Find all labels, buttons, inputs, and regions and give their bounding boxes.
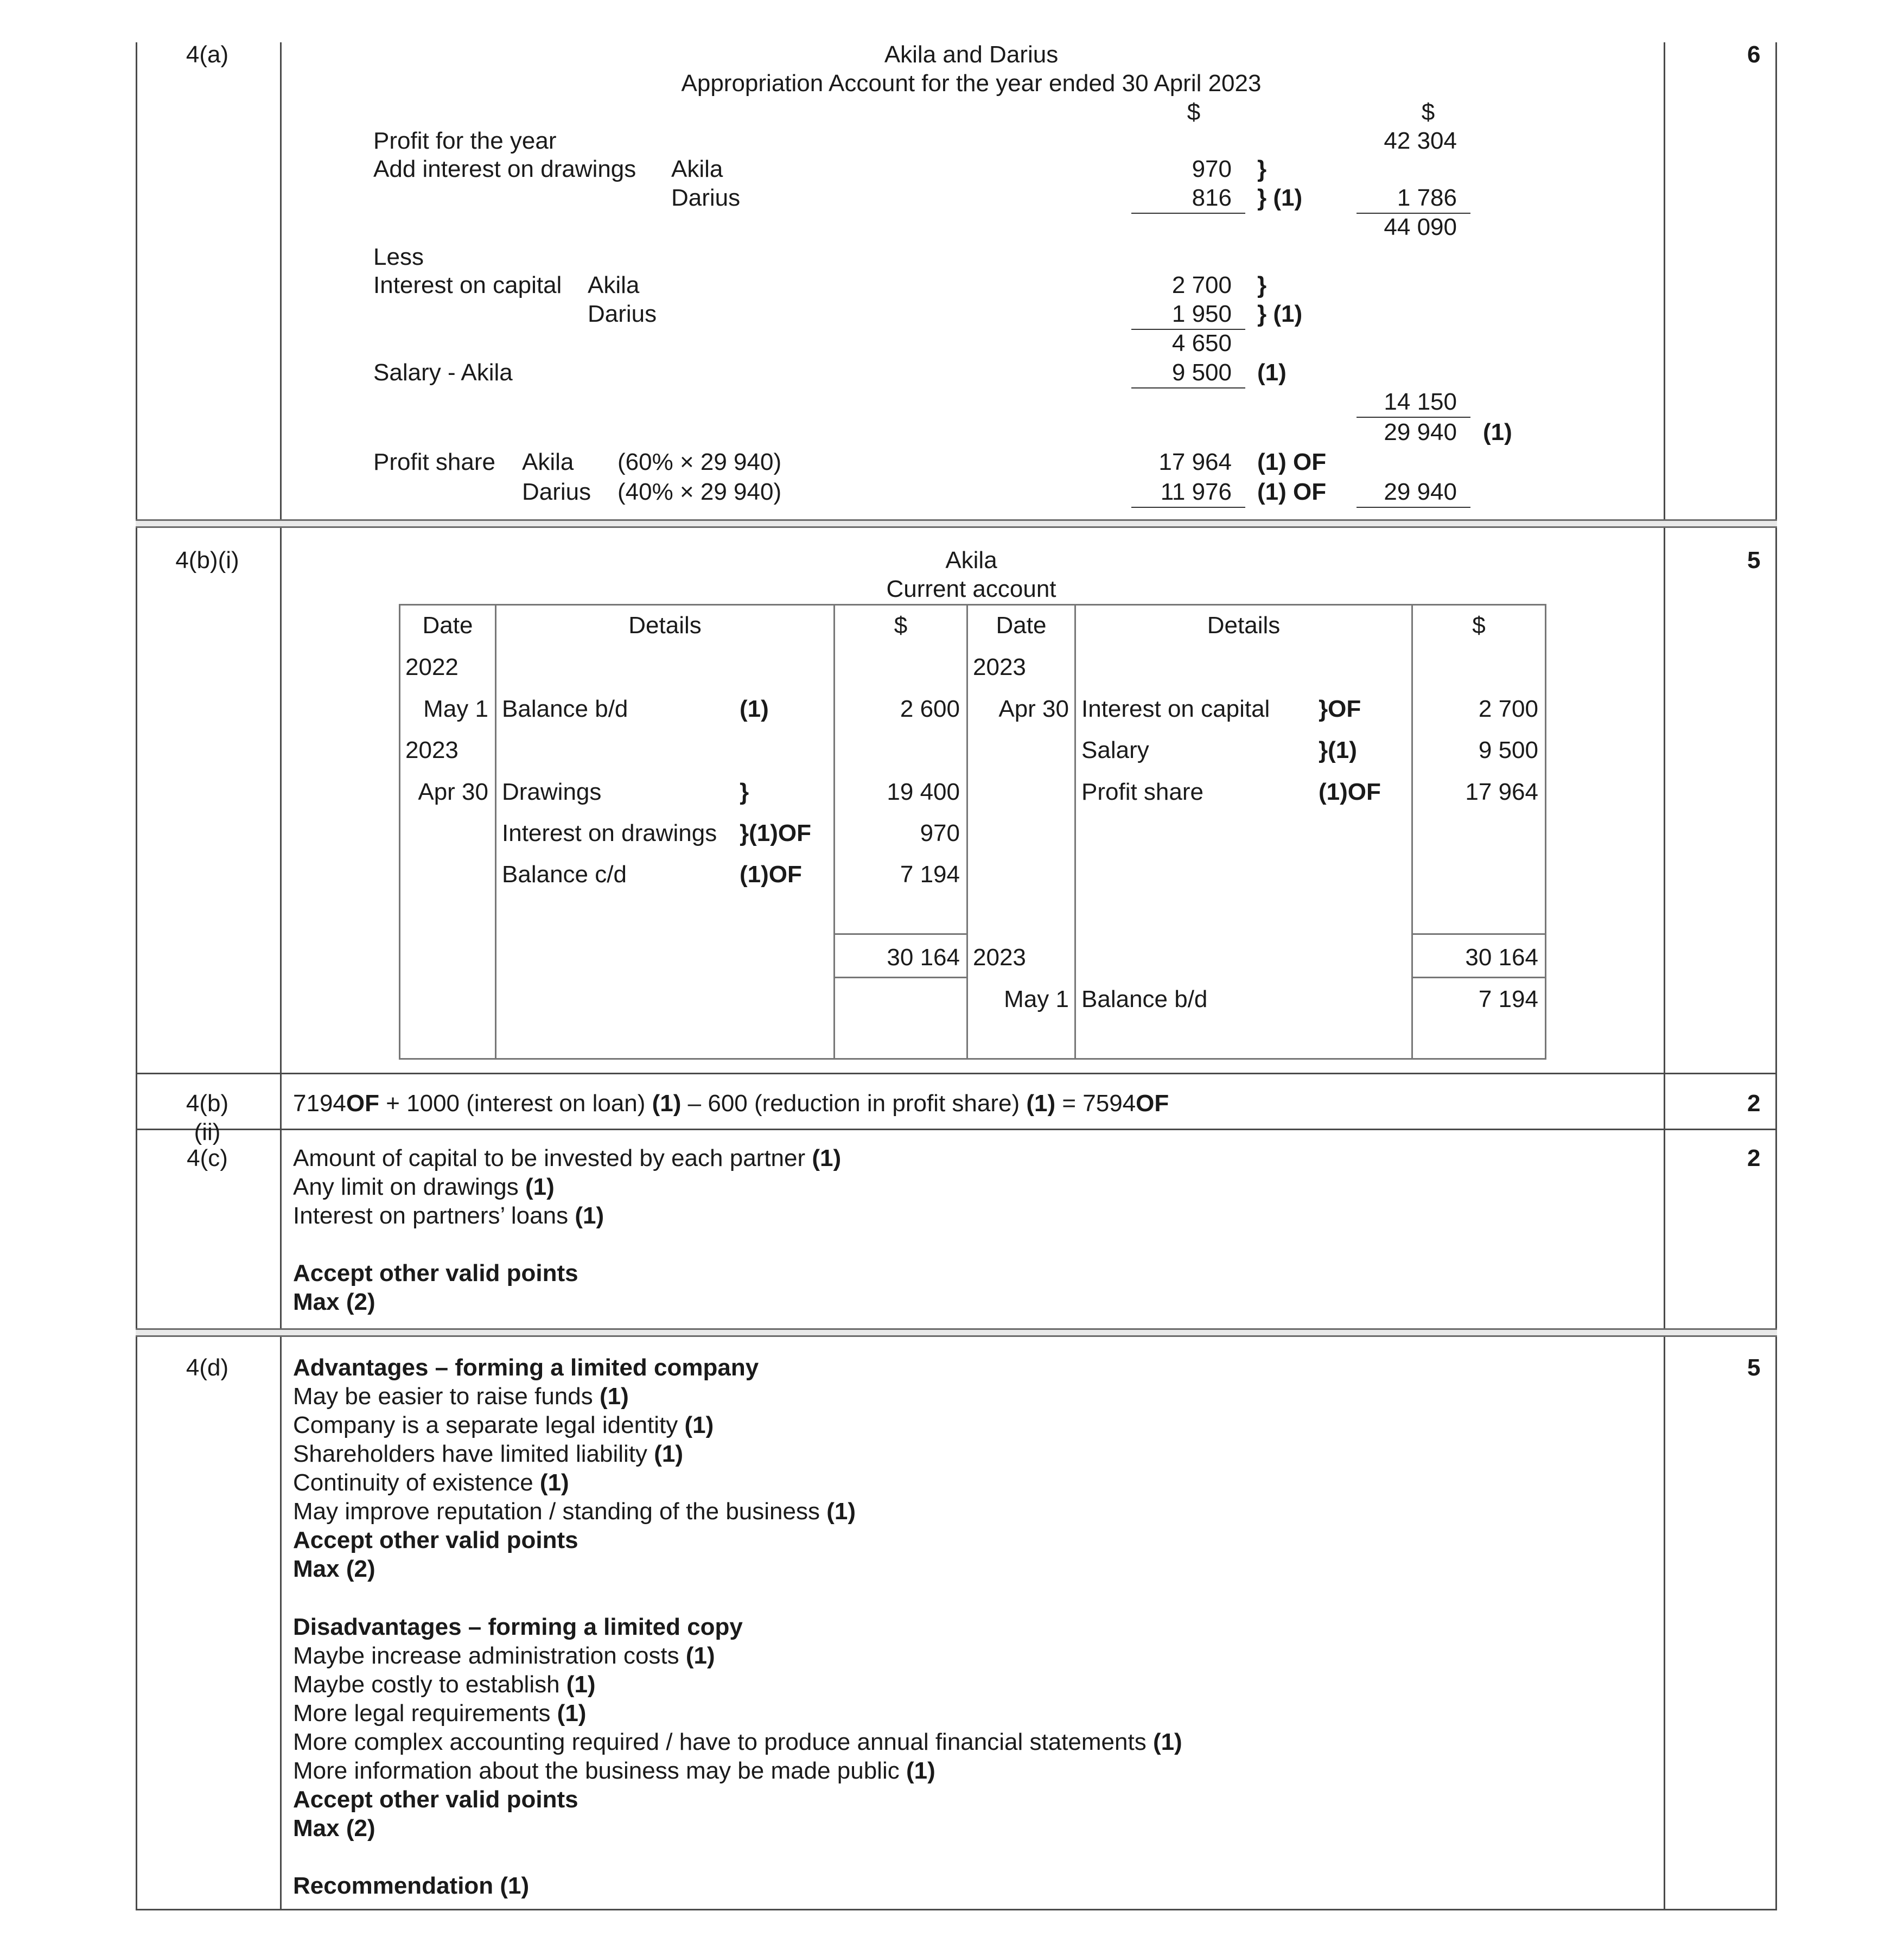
section-heading: Advantages – forming a limited company <box>293 1354 759 1381</box>
mark: } (1) <box>1257 184 1303 211</box>
answer-line <box>293 1497 856 1526</box>
ledger-detail: Balance c/d <box>502 861 627 888</box>
mark: }OF <box>1319 696 1361 722</box>
ledger-border <box>399 1058 1546 1060</box>
partner-name: Darius <box>588 301 657 327</box>
mark: (1) <box>525 1174 555 1200</box>
answer-line <box>293 1201 604 1230</box>
answer-text: More legal requirements <box>293 1700 557 1727</box>
answer-line <box>293 1728 1182 1756</box>
mark: (1) OF <box>1257 479 1327 505</box>
ledger-detail: Salary <box>1081 737 1149 763</box>
table-border-left <box>136 42 137 1910</box>
table-border-col2 <box>1664 42 1665 1910</box>
guidance-note: Max (2) <box>293 1815 375 1842</box>
mark: OF <box>346 1090 379 1117</box>
mark: (1)OF <box>740 861 802 888</box>
ledger-amount: 2 600 <box>900 696 960 722</box>
line-value: 1 786 <box>1397 184 1457 211</box>
partner-name: Akila <box>588 272 640 298</box>
answer-text: May be easier to raise funds <box>293 1383 600 1410</box>
mark: } <box>740 779 749 805</box>
answer-line <box>293 1699 586 1728</box>
ledger-border <box>1545 604 1546 1060</box>
ledger-border <box>1074 604 1076 1060</box>
question-label: 4(b)(i) <box>175 547 239 574</box>
ledger-date: 2023 <box>405 737 459 763</box>
underline <box>1357 507 1470 508</box>
line-value: 42 304 <box>1384 128 1457 154</box>
line-value: 9 500 <box>1171 359 1232 386</box>
row-separator <box>136 1328 1777 1337</box>
answer-line <box>293 1468 569 1497</box>
row-separator <box>136 1129 1777 1130</box>
mark: (1) <box>684 1412 714 1438</box>
ledger-amount: 17 964 <box>1465 779 1538 805</box>
ledger-amount: 7 194 <box>900 861 960 888</box>
total-rule <box>1411 933 1546 935</box>
answer-text: Company is a separate legal identity <box>293 1412 685 1438</box>
answer-text: Any limit on drawings <box>293 1174 525 1200</box>
line-label: Add interest on drawings <box>373 156 636 182</box>
ledger-header: Details <box>1207 612 1281 639</box>
mark: (1) OF <box>1257 449 1327 475</box>
ledger-total: 30 164 <box>1465 944 1538 971</box>
question-marks: 5 <box>1747 547 1761 574</box>
line-value: 44 090 <box>1384 214 1457 240</box>
line-value: 816 <box>1192 184 1232 211</box>
line-value: 970 <box>1192 156 1232 182</box>
answer-text: Shareholders have limited liability <box>293 1441 654 1467</box>
answer-text: More complex accounting required / have to produce annual financial statements <box>293 1729 1153 1755</box>
mark: } (1) <box>1257 301 1303 327</box>
section-heading: Disadvantages – forming a limited copy <box>293 1614 743 1640</box>
total-rule <box>833 933 968 935</box>
total-rule <box>833 977 968 978</box>
question-label: 4(c) <box>187 1145 228 1171</box>
ledger-amount: 19 400 <box>887 779 960 805</box>
line-value: 11 976 <box>1160 479 1232 505</box>
mark: (1) <box>1152 1729 1182 1755</box>
partner-name: Akila <box>522 449 574 475</box>
line-value: 2 700 <box>1171 272 1232 298</box>
ledger-header: Details <box>628 612 702 639</box>
row-separator <box>136 519 1777 528</box>
mark: (1) <box>1483 419 1512 445</box>
line-value: 14 150 <box>1384 388 1457 415</box>
mark: (1) <box>906 1757 935 1784</box>
question-marks: 5 <box>1747 1354 1761 1381</box>
answer-line <box>293 1382 629 1411</box>
ledger-detail: Interest on capital <box>1081 696 1270 722</box>
answer-text: – 600 (reduction in profit share) <box>681 1090 1027 1117</box>
mark: (1) <box>566 1671 596 1698</box>
ledger-border <box>495 604 496 1060</box>
ledger-detail: Profit share <box>1081 779 1203 805</box>
mark: (1) <box>812 1145 842 1171</box>
ledger-amount: 7 194 <box>1478 986 1538 1012</box>
answer-line <box>293 1756 935 1785</box>
ledger-detail: Drawings <box>502 779 602 805</box>
ledger-detail: Balance b/d <box>1081 986 1208 1012</box>
line-label: Interest on capital <box>373 272 562 298</box>
answer-line <box>293 1144 841 1173</box>
mark-brace: } <box>1257 156 1267 182</box>
line-value: 17 964 <box>1158 449 1232 475</box>
profit-share-calc: (60% × 29 940) <box>617 449 782 475</box>
account-subtitle: Appropriation Account for the year ended 30 April 2023 <box>681 70 1262 97</box>
answer-text: = 7594 <box>1055 1090 1136 1117</box>
mark-brace: } <box>1257 272 1267 298</box>
account-subtitle: Current account <box>886 576 1056 602</box>
answer-line <box>293 1173 555 1201</box>
ledger-date: 2023 <box>973 654 1026 680</box>
ledger-date: 2022 <box>405 654 459 680</box>
answer-text: Interest on partners’ loans <box>293 1202 575 1229</box>
ledger-date: May 1 <box>1004 986 1069 1012</box>
ledger-amount: 9 500 <box>1478 737 1538 763</box>
ledger-header: $ <box>894 612 908 639</box>
question-marks: 6 <box>1747 41 1761 68</box>
ledger-detail: Balance b/d <box>502 696 628 722</box>
answer-line <box>293 1089 1169 1118</box>
ledger-header: Date <box>996 612 1047 639</box>
ledger-amount: 970 <box>920 820 960 846</box>
answer-text: + 1000 (interest on loan) <box>379 1090 652 1117</box>
mark: (1) <box>599 1383 629 1410</box>
partner-name: Akila <box>671 156 723 182</box>
line-label: Less <box>373 244 424 270</box>
line-label: Profit share <box>373 449 495 475</box>
answer-text: Maybe increase administration costs <box>293 1642 686 1669</box>
profit-share-calc: (40% × 29 940) <box>617 479 782 505</box>
guidance-note: Accept other valid points <box>293 1527 578 1553</box>
question-label: 4(b)(ii) <box>186 1090 229 1145</box>
table-border-right <box>1775 42 1777 1910</box>
question-marks: 2 <box>1747 1145 1761 1171</box>
row-separator <box>136 1073 1777 1074</box>
line-value: 29 940 <box>1384 419 1457 445</box>
question-label: 4(d) <box>186 1354 229 1381</box>
line-label: Salary - Akila <box>373 359 513 386</box>
mark: }(1) <box>1319 737 1357 763</box>
guidance-note: Accept other valid points <box>293 1260 578 1286</box>
line-value: 1 950 <box>1171 301 1232 327</box>
mark: (1) <box>539 1469 569 1496</box>
answer-line <box>293 1670 596 1699</box>
answer-text: Amount of capital to be invested by each partner <box>293 1145 812 1171</box>
answer-text: May improve reputation / standing of the business <box>293 1498 827 1525</box>
partner-name: Darius <box>671 184 741 211</box>
answer-line <box>293 1439 683 1468</box>
mark: (1) <box>1257 359 1287 386</box>
ledger-header: $ <box>1472 612 1486 639</box>
ledger-border <box>399 604 1546 606</box>
guidance-note: Max (2) <box>293 1556 375 1582</box>
ledger-amount: 2 700 <box>1478 696 1538 722</box>
mark: (1) <box>826 1498 856 1525</box>
ledger-date: May 1 <box>423 696 488 722</box>
table-border-col1 <box>280 42 282 1910</box>
guidance-note: Max (2) <box>293 1289 375 1315</box>
answer-text: More information about the business may be made public <box>293 1757 906 1784</box>
mark: (1) <box>652 1090 682 1117</box>
answer-text: Continuity of existence <box>293 1469 540 1496</box>
guidance-note: Recommendation (1) <box>293 1872 530 1899</box>
ledger-date: Apr 30 <box>418 779 488 805</box>
mark: (1) <box>557 1700 587 1727</box>
account-title: Akila and Darius <box>884 41 1059 68</box>
ledger-header: Date <box>422 612 473 639</box>
mark: (1) <box>685 1642 715 1669</box>
mark: }(1)OF <box>740 820 811 846</box>
answer-line <box>293 1641 715 1670</box>
account-title: Akila <box>945 547 997 574</box>
line-value: 29 940 <box>1384 479 1457 505</box>
mark: OF <box>1136 1090 1169 1117</box>
underline <box>1131 507 1245 508</box>
total-rule <box>1411 977 1546 978</box>
mark: (1) <box>740 696 769 722</box>
ledger-total: 30 164 <box>887 944 960 971</box>
underline <box>1131 213 1245 214</box>
ledger-date: Apr 30 <box>998 696 1069 722</box>
ledger-date: 2023 <box>973 944 1026 971</box>
answer-line <box>293 1411 714 1439</box>
mark: (1) <box>654 1441 684 1467</box>
ledger-detail: Interest on drawings <box>502 820 717 846</box>
line-label: Profit for the year <box>373 128 557 154</box>
answer-text: 7194 <box>293 1090 346 1117</box>
column-header: $ <box>1187 99 1201 125</box>
line-value: 4 650 <box>1171 330 1232 356</box>
question-marks: 2 <box>1747 1090 1761 1117</box>
partner-name: Darius <box>522 479 591 505</box>
underline <box>1131 387 1245 388</box>
mark: (1) <box>1026 1090 1056 1117</box>
guidance-note: Accept other valid points <box>293 1786 578 1813</box>
table-border-bottom <box>136 1909 1777 1910</box>
ledger-border <box>399 604 400 1060</box>
question-label: 4(a) <box>186 41 229 68</box>
mark: (1) <box>575 1202 604 1229</box>
mark: (1)OF <box>1319 779 1381 805</box>
answer-text: Maybe costly to establish <box>293 1671 566 1698</box>
column-header: $ <box>1421 99 1435 125</box>
